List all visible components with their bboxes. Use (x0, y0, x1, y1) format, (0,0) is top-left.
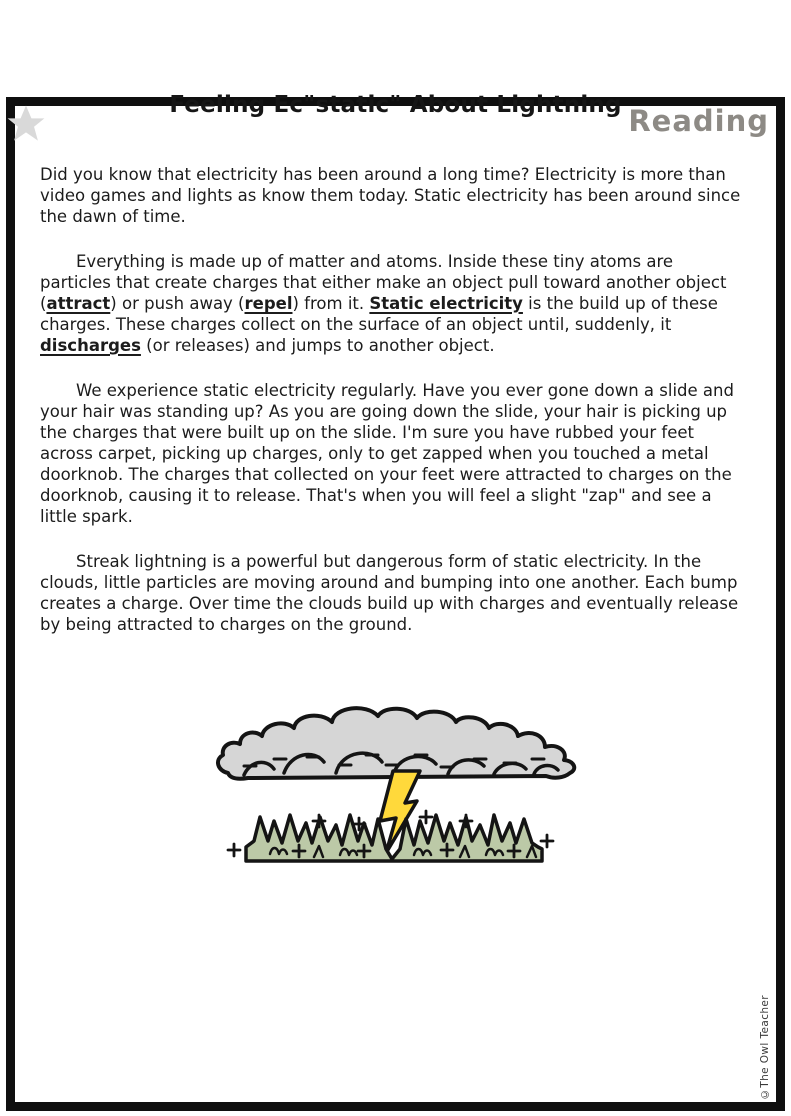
paragraph-text: Streak lightning is a powerful but dangerous form of static electricity. In the clouds, little particles are moving around and bumping into one another. Each bump creates a charge. Over time the clouds build up with charges and eventually release by being attracted to charges on the ground. (40, 552, 739, 634)
paragraph (40, 251, 749, 356)
lightning-illustration (214, 703, 586, 885)
reading-label: Reading (628, 104, 769, 138)
lightning-illustration-svg (214, 703, 586, 881)
star-icon (5, 103, 47, 145)
paragraph-text: (or releases) and jumps to another object. (140, 336, 495, 355)
paragraph-text: ) from it. (292, 294, 370, 313)
copyright-text: ©The Owl Teacher (759, 994, 771, 1100)
paragraph-text: Everything is made up of matter and atoms. Inside these tiny atoms are particles that create charges that either make an object pull toward another object ( (40, 252, 727, 313)
paragraph-text: We experience static electricity regularly. Have you ever gone down a slide and your hair was standing up? As you are going down the slide, your hair is picking up the charges that were built up on the slide. I'm sure you have rubbed your feet across carpet, picking up charges, only to get zapped when you touched a metal doorknob. The charges that collected on your feet were attracted to charges on the doorknob, causing it to release. That's when you will feel a slight "zap" and see a little spark. (40, 381, 734, 526)
passage (0, 164, 791, 635)
paragraph-text: is the build up of these charges. These charges collect on the surface of an object until, suddenly, it (40, 294, 718, 334)
star-shape (8, 106, 45, 141)
storm-cloud (217, 708, 573, 779)
key-term: attract (46, 294, 111, 313)
paragraph (40, 164, 749, 227)
paragraph-text: Did you know that electricity has been around a long time? Electricity is more than video games and lights as know them today. Static electricity has been around since the dawn of time. (40, 165, 741, 226)
key-term: repel (244, 294, 293, 313)
key-term: discharges (40, 336, 141, 355)
paragraph (40, 380, 749, 527)
paragraph (40, 551, 749, 635)
page-title: Feeling Ec"static" About Lightning (169, 92, 622, 118)
paragraph-text: ) or push away ( (110, 294, 245, 313)
key-term: Static electricity (369, 294, 523, 313)
